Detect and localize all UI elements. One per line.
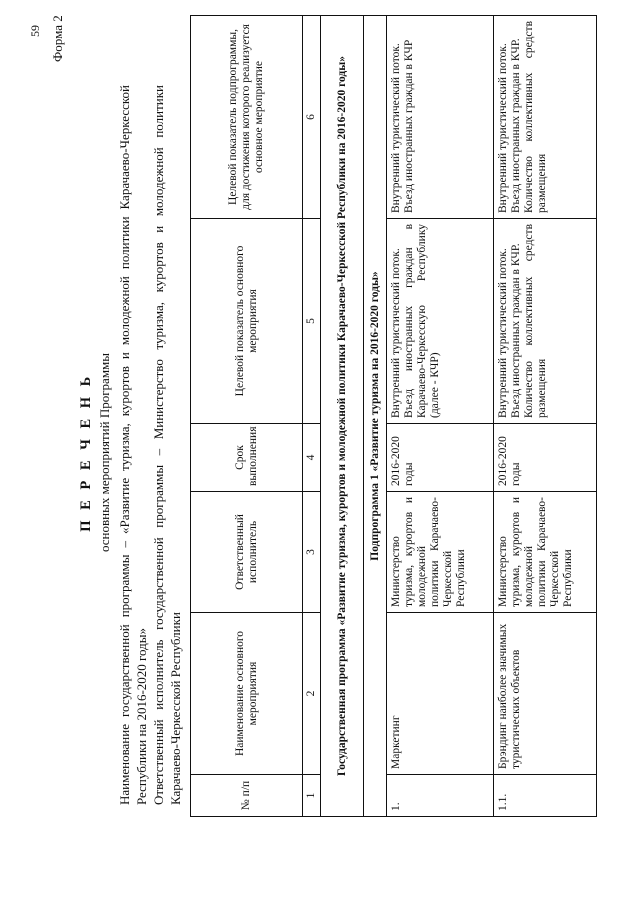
measure-indicator: Внутренний туристический поток. Въезд иностранных граждан в КЧР. Количество коллективных средств размещения <box>494 219 597 424</box>
measure-executor: Министерство туризма, курортов и молодежной политики Карачаево-Черкесской Республики <box>387 492 494 613</box>
program-title: Государственная программа «Развитие туризма, курортов и молодежной политики Карачаево-Черкесской Республики на 2016-2020 годы» <box>321 16 364 817</box>
header-cell: № п/п <box>191 775 303 817</box>
program-row <box>321 16 364 817</box>
measure-term: 2016-2020 годы <box>494 424 597 492</box>
subprogram-title: Подпрограмма 1 «Развитие туризма на 2016-2020 годы» <box>364 16 387 817</box>
measure-term: 2016-2020 годы <box>387 424 494 492</box>
header-cell: Наименование основного мероприятия <box>191 613 303 775</box>
program-intro <box>116 85 184 805</box>
measures-table <box>190 15 597 817</box>
executor-line: Ответственный исполнитель государственной программы – Министерство туризма, курортов и молодежной политики Карачаево-Черкесской Республики <box>151 85 183 805</box>
column-number: 3 <box>303 492 321 613</box>
header-cell: Целевой показатель подпрограммы, для достижения которого реализуется основное мероприятие <box>191 16 303 219</box>
column-number: 2 <box>303 613 321 775</box>
column-number: 5 <box>303 219 321 424</box>
table-header-row <box>191 16 303 817</box>
row-number: 1.1. <box>494 775 597 817</box>
program-name-line: Наименование государственной программы – «Развитие туризма, курортов и молодежной политики Карачаево-Черкесской Республики на 2016-2020 годы» <box>117 85 149 805</box>
header-cell: Срок выполнения <box>191 424 303 492</box>
document-title: П Е Р Е Ч Е Н Ь <box>78 373 94 532</box>
header-cell: Ответственный исполнитель <box>191 492 303 613</box>
table-row <box>494 16 597 817</box>
page-number: 59 <box>28 25 42 37</box>
column-number-row <box>303 16 321 817</box>
row-number: 1. <box>387 775 494 817</box>
column-number: 1 <box>303 775 321 817</box>
subprogram-row <box>364 16 387 817</box>
measure-executor: Министерство туризма, курортов и молодежной политики Карачаево-Черкесской Республики <box>494 492 597 613</box>
table-row <box>387 16 494 817</box>
form-label: Форма 2 <box>50 15 65 62</box>
measure-name: Брэндинг наиболее значимых туристических объектов <box>494 613 597 775</box>
document-subtitle: основных мероприятий Программы <box>97 352 112 553</box>
measure-name: Маркетинг <box>387 613 494 775</box>
subprogram-indicator: Внутренний туристический поток. Въезд иностранных граждан в КЧР <box>387 16 494 219</box>
column-number: 6 <box>303 16 321 219</box>
column-number: 4 <box>303 424 321 492</box>
header-cell: Целевой показатель основного мероприятия <box>191 219 303 424</box>
measure-indicator: Внутренний туристический поток. Въезд иностранных граждан в Карачаево-Черкесскую Республику (далее - КЧР) <box>387 219 494 424</box>
subprogram-indicator: Внутренний туристический поток. Въезд иностранных граждан в КЧР. Количество коллективных средств размещения <box>494 16 597 219</box>
